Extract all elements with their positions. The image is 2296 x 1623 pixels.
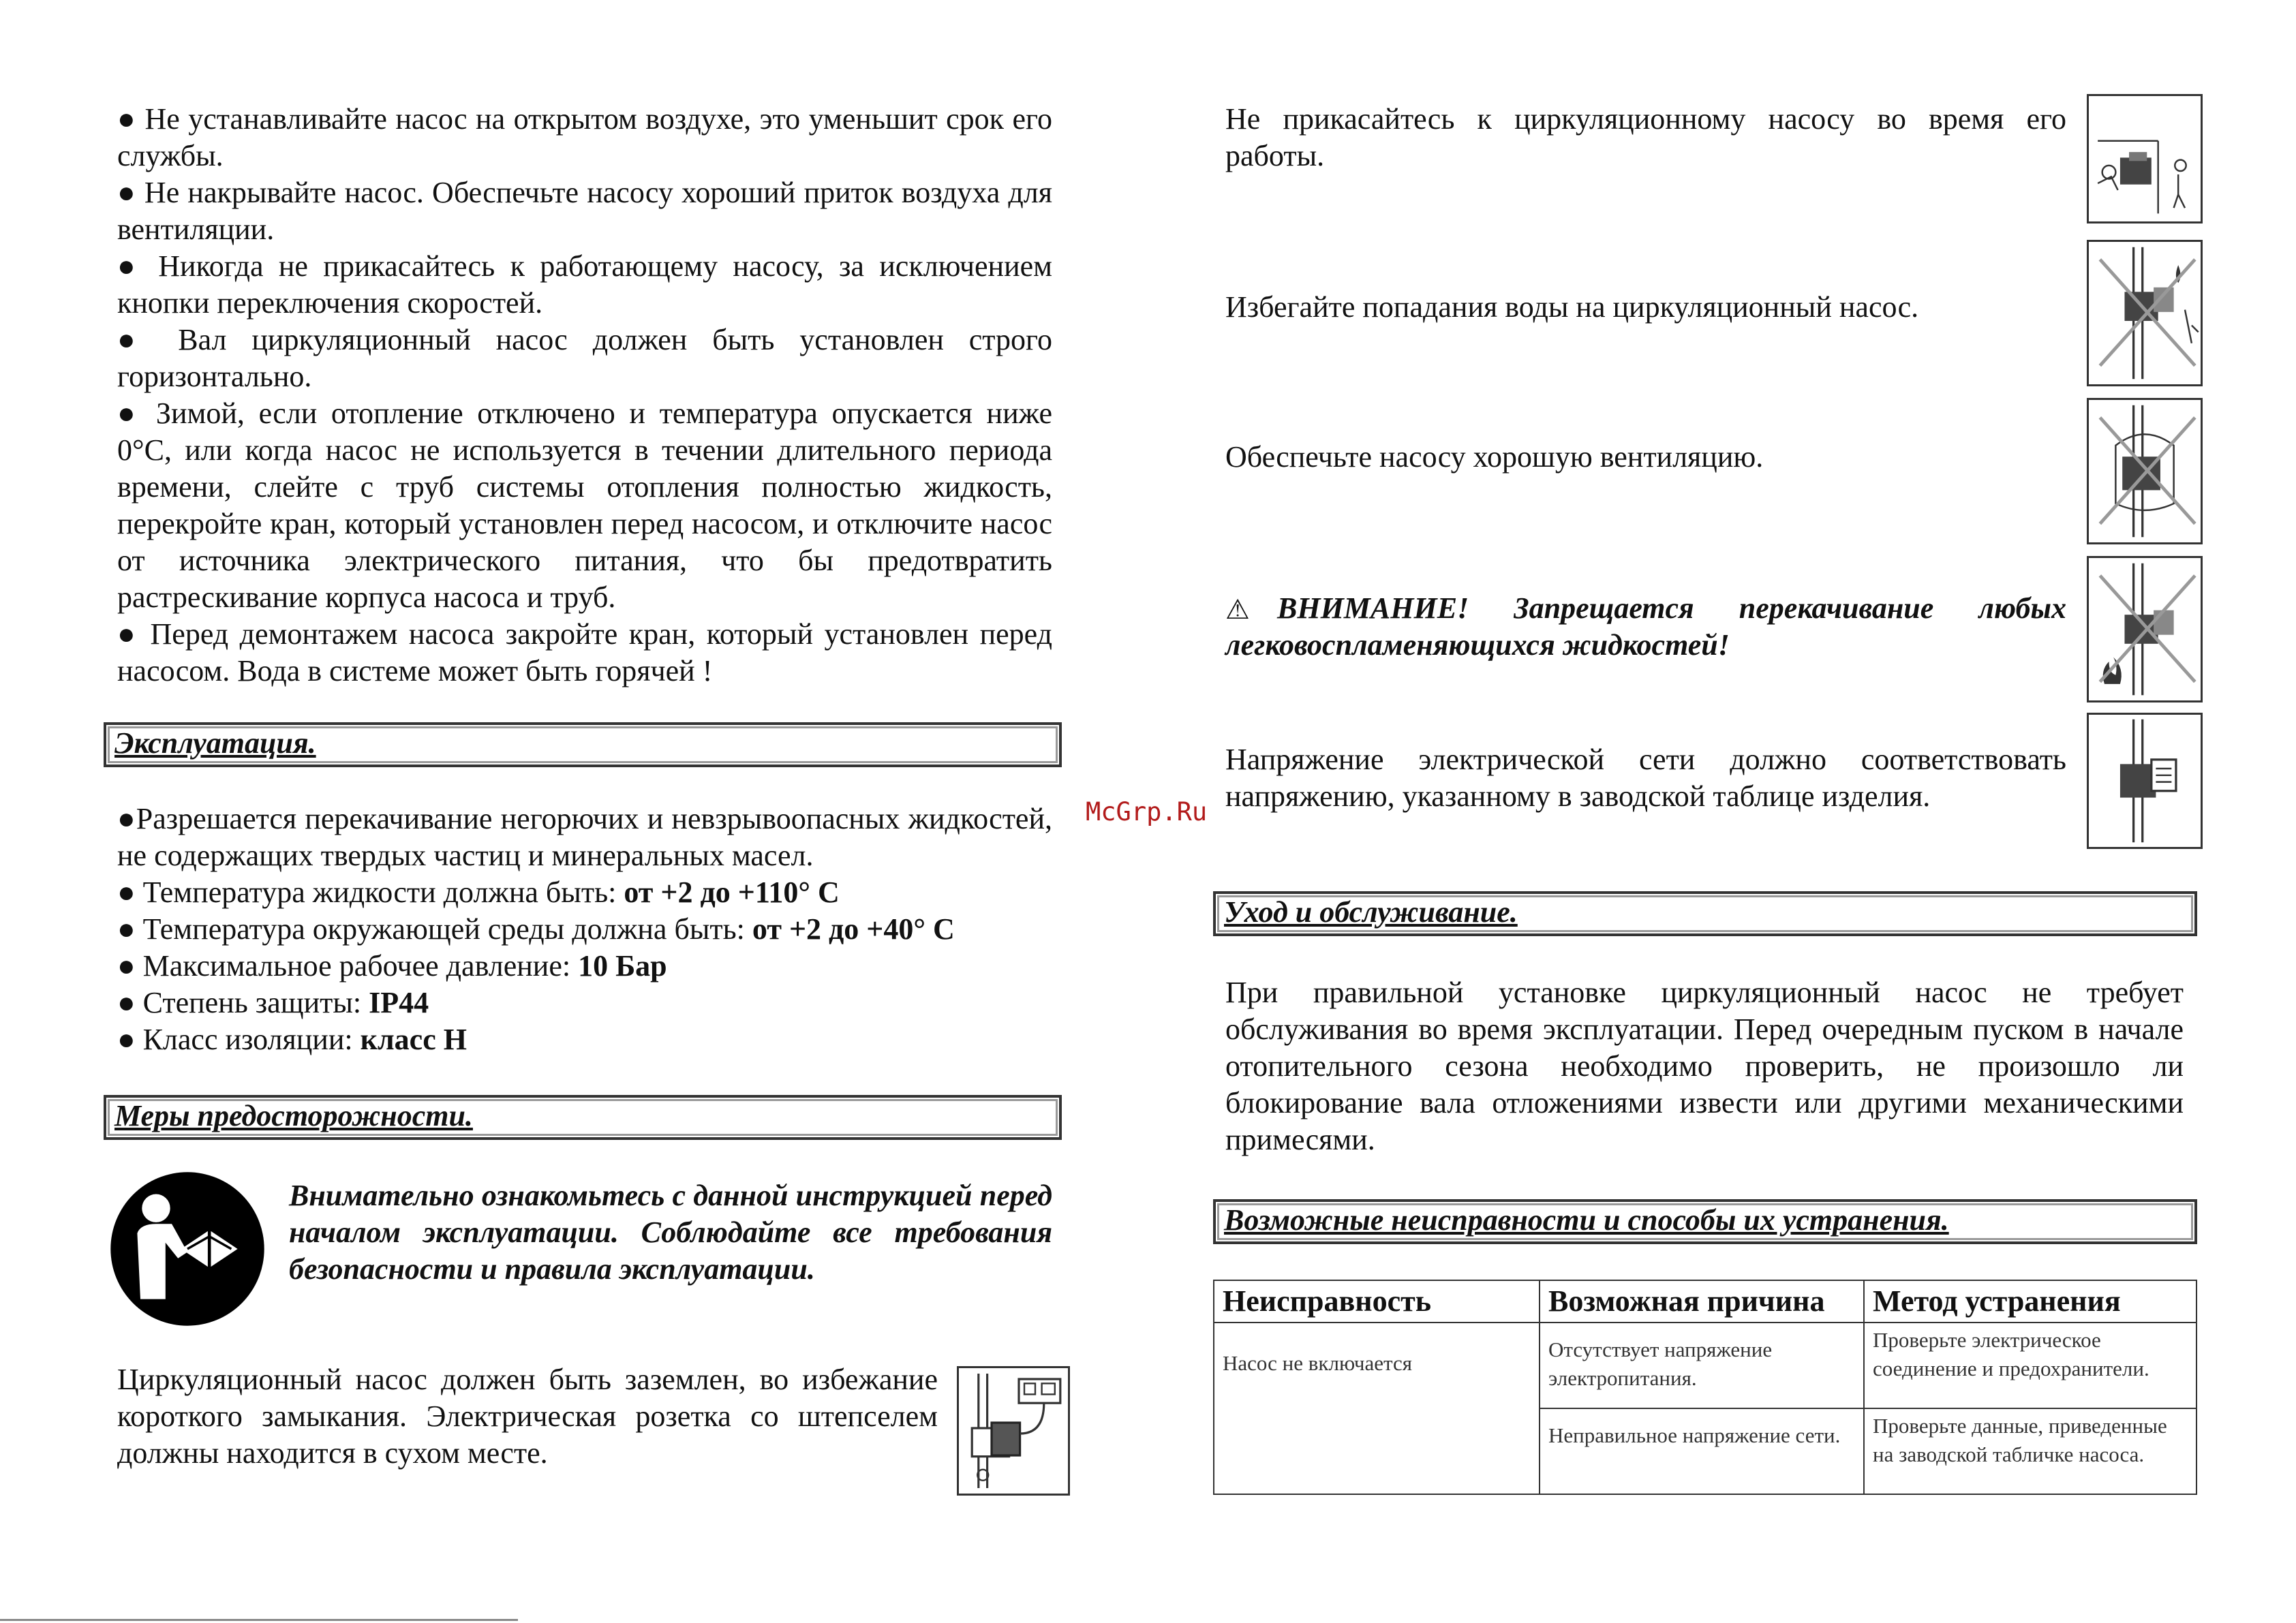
operation-section: [117, 801, 1052, 1058]
bullet-winter: ● Зимой, если отопление отключено и температура опускается ниже 0°C, или когда насос не используется в течении длительного периода времени, слейте с труб системы отопления полностью жидкость, перекройте кран, который установлен перед насосом, и отключите насос от источника электрического питания, что бы предотвратить растрескивание корпуса насоса и труб.: [117, 397, 1052, 614]
troubleshooting-table: [1213, 1280, 2197, 1495]
operation-heading: Эксплуатация.: [104, 722, 1062, 767]
grounding-text: Циркуляционный насос должен быть заземлен, во избежание короткого замыкания. Электрическая розетка со штепселем должны находится в сухом месте.: [117, 1363, 938, 1470]
precautions-note: Внимательно ознакомьтесь с данной инструкцией перед началом эксплуатации. Соблюдайте все требования безопасности и правила эксплуатации.: [289, 1179, 1052, 1286]
spec-insulation: ● Класс изоляции: класс H: [117, 1023, 467, 1056]
page-divider: [0, 1619, 518, 1621]
warning-flammable: [1225, 590, 2066, 664]
spec-protection: ● Степень защиты: IP44: [117, 986, 429, 1019]
precautions-heading: Меры предосторожности.: [104, 1095, 1062, 1140]
warning-water-text: Избегайте попадания воды на циркуляционный насос.: [1225, 290, 1919, 324]
no-flammable-pump-icon: [2087, 556, 2203, 702]
cell-cause: Неправильное напряжение сети.: [1540, 1408, 1864, 1494]
bullet-outdoor: ● Не устанавливайте насос на открытом воздухе, это уменьшит срок его службы.: [117, 102, 1052, 172]
bullet-touch: ● Никогда не прикасайтесь к работающему насосу, за исключением кнопки переключения скоростей.: [117, 249, 1052, 320]
table-row: [1214, 1323, 2196, 1408]
grounded-socket-icon: [957, 1366, 1070, 1496]
header-fault: Неисправность: [1214, 1280, 1540, 1323]
left-column: [117, 101, 1052, 690]
maintenance-text: При правильной установке циркуляционный насос не требует обслуживания во время эксплуатации. Перед очередным пуском в начале отопительного сезона необходимо проверить, не произошло ли блокирование вала отложениями извести или другими механическими примесями.: [1225, 976, 2184, 1156]
table-header-row: [1214, 1280, 2196, 1323]
no-water-pump-icon: [2087, 240, 2203, 386]
troubles-heading: Возможные неисправности и способы их устранения.: [1213, 1199, 2197, 1244]
maintenance-heading: Уход и обслуживание.: [1213, 891, 2197, 936]
warning-voltage-text: Напряжение электрической сети должно соответствовать напряжению, указанному в заводской таблице изделия.: [1225, 743, 2066, 813]
cell-cause: Отсутствует напряжение электропитания.: [1540, 1323, 1864, 1408]
header-fix: Метод устранения: [1864, 1280, 2196, 1323]
cell-fix: Проверьте электрическое соединение и предохранители.: [1864, 1323, 2196, 1408]
cell-fault: Насос не включается: [1214, 1323, 1540, 1494]
operation-intro: ●Разрешается перекачивание негорючих и невзрывоопасных жидкостей, не содержащих твердых частиц и минеральных масел.: [117, 802, 1052, 872]
spec-pressure: ● Максимальное рабочее давление: 10 Бар: [117, 949, 667, 983]
warning-flammable-text: ВНИМАНИЕ! Запрещается перекачивание любых легковоспламеняющихся жидкостей!: [1225, 591, 2066, 662]
spec-ambient-temp: ● Температура окружающей среды должна быть: от +2 до +40° C: [117, 912, 955, 946]
bullet-dismantle: ● Перед демонтажем насоса закройте кран, который установлен перед насосом. Вода в системе может быть горячей !: [117, 617, 1052, 687]
no-cover-pump-icon: [2087, 398, 2203, 544]
warning-triangle-icon: ⚠: [1225, 594, 1250, 625]
header-cause: Возможная причина: [1540, 1280, 1864, 1323]
hand-touch-pump-icon: [2087, 94, 2203, 223]
bullet-shaft: ● Вал циркуляционный насос должен быть установлен строго горизонтально.: [117, 323, 1052, 393]
warning-ventilation-text: Обеспечьте насосу хорошую вентиляцию.: [1225, 440, 1764, 474]
cell-fix: Проверьте данные, приведенные на заводской табличке насоса.: [1864, 1408, 2196, 1494]
bullet-cover: ● Не накрывайте насос. Обеспечьте насосу хороший приток воздуха для вентиляции.: [117, 176, 1052, 246]
pump-nameplate-icon: [2087, 713, 2203, 849]
spec-fluid-temp: ● Температура жидкости должна быть: от +2 до +110° C: [117, 876, 840, 909]
read-manual-icon: [109, 1171, 266, 1327]
warning-touch-text: Не прикасайтесь к циркуляционному насосу во время его работы.: [1225, 102, 2066, 172]
watermark: McGrp.Ru: [1086, 797, 1208, 826]
